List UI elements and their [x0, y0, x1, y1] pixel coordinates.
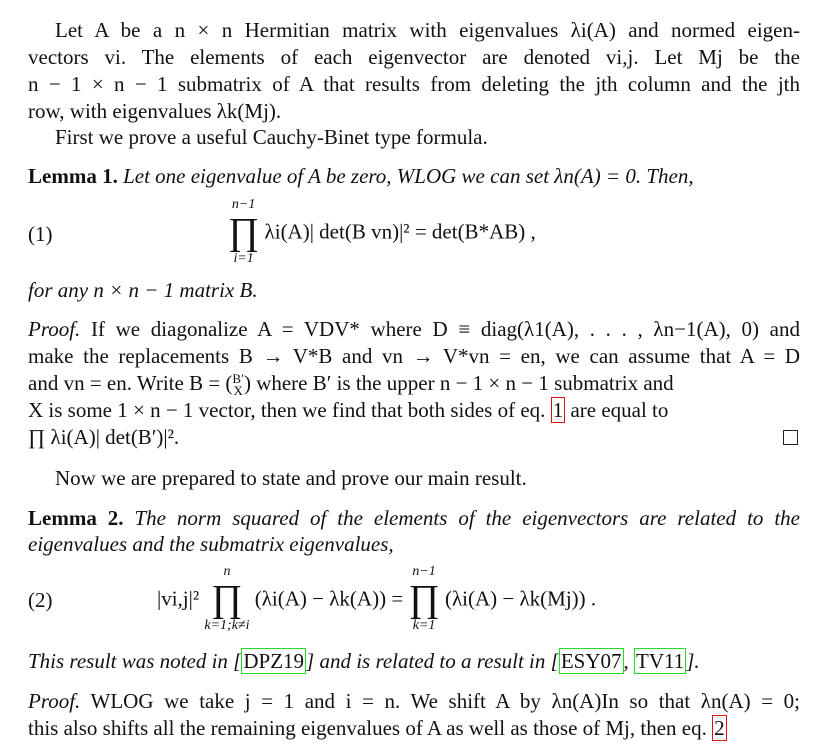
proof1-line-2: make the replacements B → V*B and vn → V*vn = en, we can assume that A = D: [28, 344, 800, 368]
proof2-line-1: Proof. WLOG we take j = 1 and i = n. We shift A by λn(A)In so that λn(A) = 0;: [28, 689, 800, 713]
proof2-line-2: this also shifts all the remaining eigenvalues of A as well as those of Mj, then eq. 2: [28, 716, 725, 740]
proof1-label: Proof.: [28, 317, 81, 341]
lemma1-label: Lemma 1.: [28, 164, 118, 188]
equation-1-body: λi(A)| det(B vn)|² = det(B*AB) ,: [264, 219, 536, 244]
intro-line-1: Let A be a n × n Hermitian matrix with eigenvalues λi(A) and normed eigen-: [55, 18, 800, 42]
product-symbol-1: n ∏ k=1;k≠i: [204, 564, 250, 633]
lemma1-text: Let one eigenvalue of A be zero, WLOG we can set λn(A) = 0. Then,: [123, 164, 694, 188]
cite-esy07-link[interactable]: ESY07: [560, 649, 622, 673]
lemma1-statement: [28, 163, 800, 189]
lemma1-after: for any n × n − 1 matrix B.: [28, 278, 258, 302]
lemma2-label: Lemma 2.: [28, 506, 124, 530]
proof1-line-4: X is some 1 × n − 1 vector, then we find that both sides of eq. 1 are equal to: [28, 398, 669, 422]
proof2-label: Proof.: [28, 689, 81, 713]
product-symbol-2: n−1 ∏ k=1: [408, 564, 440, 633]
intro-line-4: row, with eigenvalues λk(Mj).: [28, 99, 282, 123]
proof1-line-1: Proof. If we diagonalize A = VDV* where D ≡ diag(λ1(A), . . . , λn−1(A), 0) and: [28, 317, 800, 341]
qed-square-icon: [783, 430, 798, 445]
block-matrix: B′ X: [232, 371, 244, 399]
lemma2-line-1: Lemma 2. The norm squared of the elements of the eigenvectors are related to the: [28, 506, 800, 530]
equation-1-number: (1): [28, 222, 53, 246]
intro-line-2: vectors vi. The elements of each eigenvector are denoted vi,j. Let Mj be the: [28, 45, 800, 69]
cite-dpz19-link[interactable]: DPZ19: [243, 649, 305, 673]
product-symbol: n−1 ∏ i=1: [228, 197, 260, 266]
intro-line-5: First we prove a useful Cauchy-Binet type formula.: [55, 125, 488, 149]
transition-text: Now we are prepared to state and prove our main result.: [55, 466, 527, 490]
cite-tv11-link[interactable]: TV11: [636, 649, 685, 673]
intro-line-3: n − 1 × n − 1 submatrix of A that results from deleting the jth column and the jth: [28, 72, 800, 96]
eq-ref-1-link[interactable]: 1: [552, 398, 564, 422]
equation-1: [228, 198, 536, 266]
equation-2-number: (2): [28, 588, 53, 612]
proof1-line-3: and vn = en. Write B = (B′ X) where B′ is the upper n − 1 × n − 1 submatrix and: [28, 371, 674, 399]
citation-note: This result was noted in [DPZ19] and is related to a result in [ESY07, TV11].: [28, 649, 700, 673]
equation-2: |vi,j|² n ∏ k=1;k≠i (λi(A) − λk(A)) = n−1 ∏ k=1 (λi(A) − λk(Mj)) .: [157, 564, 597, 633]
lemma2-line-2: eigenvalues and the submatrix eigenvalues,: [28, 532, 394, 556]
eq-ref-2-link[interactable]: 2: [714, 716, 725, 740]
proof1-line-5: ∏ λi(A)| det(B′)|².: [28, 425, 180, 449]
